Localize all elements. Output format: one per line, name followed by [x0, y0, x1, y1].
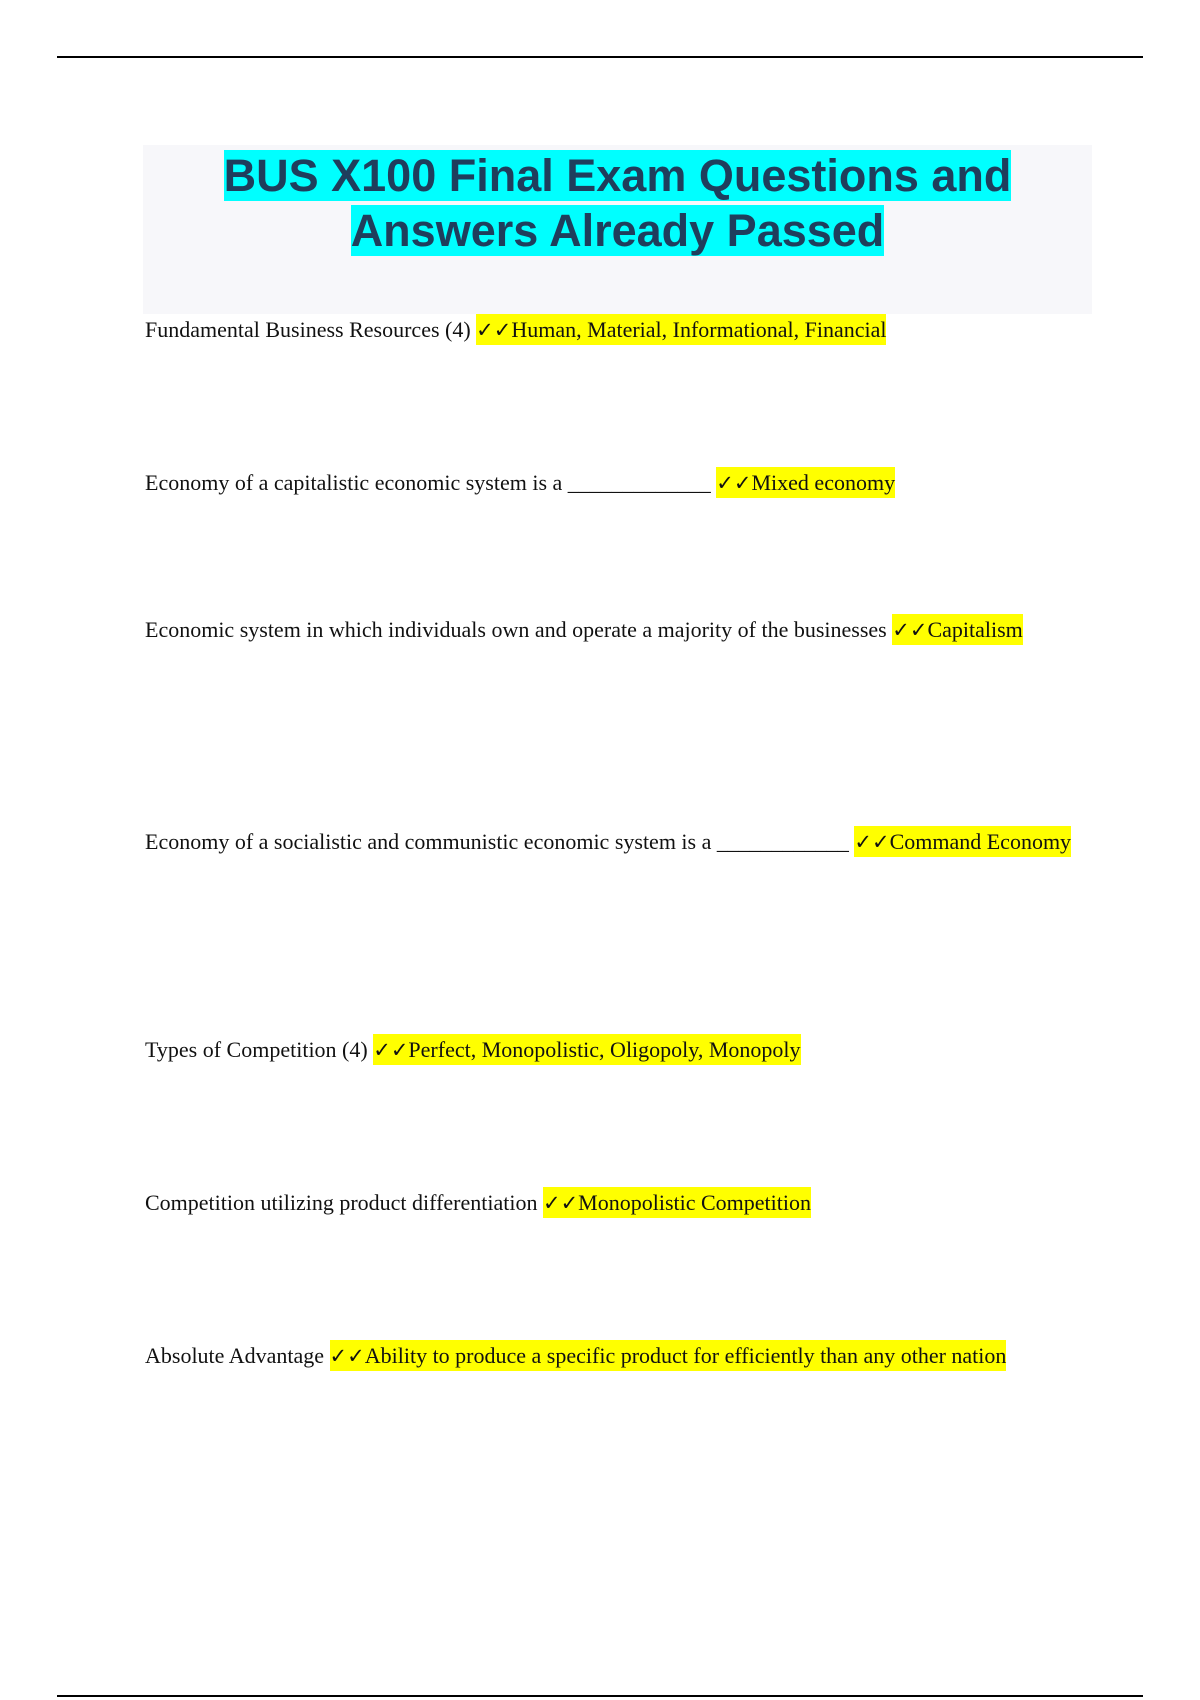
- answer-text: Monopolistic Competition: [578, 1190, 812, 1215]
- bottom-rule: [57, 1695, 1143, 1697]
- answer-highlight: [854, 826, 1071, 857]
- check-mark-icon: ✓✓: [329, 1344, 365, 1368]
- answer-highlight: [476, 314, 886, 345]
- answer-text: Human, Material, Informational, Financial: [511, 317, 887, 342]
- question-text: Economic system in which individuals own and operate a majority of the businesses: [145, 617, 887, 642]
- check-mark-icon: ✓✓: [854, 830, 890, 854]
- qa-item-4: [145, 812, 1085, 872]
- question-text: Fundamental Business Resources (4): [145, 317, 471, 342]
- answer-highlight: [716, 467, 895, 498]
- question-text: Economy of a capitalistic economic system is a _____________: [145, 470, 711, 495]
- answer-text: Mixed economy: [751, 470, 896, 495]
- answer-text: Ability to produce a specific product for efficiently than any other nation: [364, 1343, 1007, 1368]
- answer-highlight: [543, 1187, 811, 1218]
- question-text: Types of Competition (4): [145, 1037, 368, 1062]
- check-mark-icon: ✓✓: [892, 618, 928, 642]
- answer-highlight: [892, 614, 1023, 645]
- question-text: Competition utilizing product differentiation: [145, 1190, 538, 1215]
- document-title: BUS X100 Final Exam Questions and Answers Already Passed: [223, 150, 1012, 256]
- answer-text: Capitalism: [927, 617, 1023, 642]
- check-mark-icon: ✓✓: [716, 471, 752, 495]
- check-mark-icon: ✓✓: [476, 318, 512, 342]
- answer-text: Command Economy: [889, 829, 1072, 854]
- top-rule: [57, 56, 1143, 58]
- question-text: Absolute Advantage: [145, 1343, 325, 1368]
- qa-item-2: [145, 453, 1085, 513]
- check-mark-icon: ✓✓: [373, 1038, 409, 1062]
- qa-item-1: [145, 300, 1085, 360]
- answer-highlight: [330, 1340, 1007, 1371]
- title-banner: [143, 145, 1092, 314]
- answer-text: Perfect, Monopolistic, Oligopoly, Monopoly: [408, 1037, 801, 1062]
- qa-item-5: [145, 1020, 1085, 1080]
- check-mark-icon: ✓✓: [542, 1191, 579, 1215]
- qa-item-3: [145, 600, 1085, 660]
- question-text: Economy of a socialistic and communistic economic system is a ____________: [145, 829, 849, 854]
- answer-highlight: [373, 1034, 800, 1065]
- qa-item-6: [145, 1173, 1085, 1233]
- qa-item-7: [145, 1326, 1085, 1386]
